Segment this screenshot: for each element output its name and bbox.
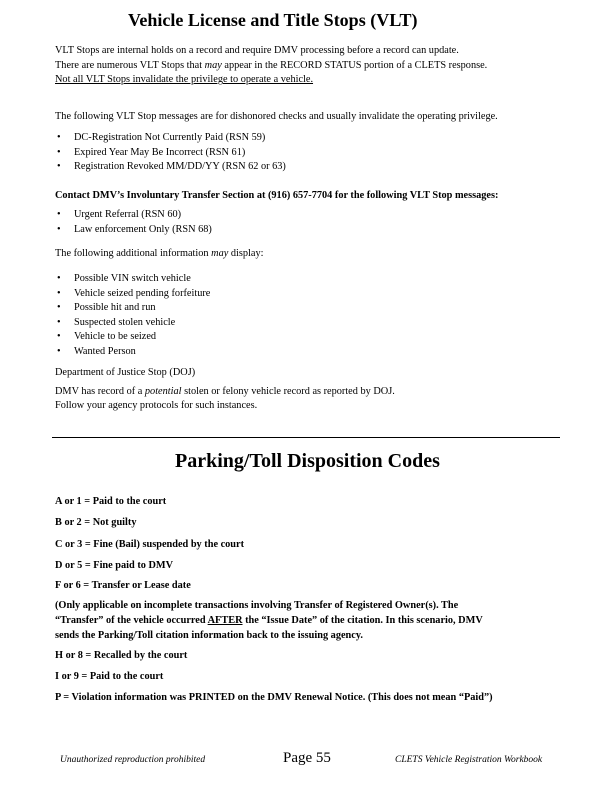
code-row: B or 2 = Not guilty xyxy=(55,517,137,528)
code-row: I or 9 = Paid to the court xyxy=(55,671,164,682)
doj-heading: Department of Justice Stop (DOJ) xyxy=(55,367,196,378)
intro-line-2: There are numerous VLT Stops that may appear in the RECORD STATUS portion of a CLETS response. xyxy=(55,59,488,71)
list-item: • Expired Year May Be Incorrect (RSN 61) xyxy=(57,146,286,161)
code-row: F or 6 = Transfer or Lease date xyxy=(55,580,191,591)
additional-heading: The following additional information may display: xyxy=(55,248,264,259)
footer-workbook-title: CLETS Vehicle Registration Workbook xyxy=(395,755,543,765)
section-divider xyxy=(52,437,560,438)
list-item: • Vehicle to be seized xyxy=(57,330,210,345)
code-row: C or 3 = Fine (Bail) suspended by the court xyxy=(55,539,245,550)
page-number: Page 55 xyxy=(283,750,331,766)
contact-list xyxy=(57,208,212,237)
vlt-intro xyxy=(55,44,487,88)
vlt-title: Vehicle License and Title Stops (VLT) xyxy=(128,10,418,30)
list-item: • Registration Revoked MM/DD/YY (RSN 62 or 63) xyxy=(57,160,286,175)
intro-line-1: VLT Stops are internal holds on a record and require DMV processing before a record can update. xyxy=(55,45,459,56)
contact-heading: Contact DMV’s Involuntary Transfer Section at (916) 657-7704 for the following VLT Stop messages: xyxy=(55,190,499,201)
code-row: D or 5 = Fine paid to DMV xyxy=(55,560,174,571)
intro-line-3: Not all VLT Stops invalidate the privilege to operate a vehicle. xyxy=(55,74,314,86)
code-row: H or 8 = Recalled by the court xyxy=(55,650,188,661)
dishonored-list xyxy=(57,131,286,175)
dishonored-heading: The following VLT Stop messages are for dishonored checks and usually invalidate the operating privilege. xyxy=(55,111,498,122)
list-item: • Vehicle seized pending forfeiture xyxy=(57,287,210,302)
note-line-1: (Only applicable on incomplete transactions involving Transfer of Registered Owner(s). The xyxy=(55,600,459,611)
note-line-2: “Transfer” of the vehicle occurred AFTER the “Issue Date” of the citation. In this scenario, DMV xyxy=(55,615,483,626)
additional-list xyxy=(57,272,210,360)
transfer-note xyxy=(55,598,483,643)
list-item: • Possible hit and run xyxy=(57,301,210,316)
note-line-3: sends the Parking/Toll citation information back to the issuing agency. xyxy=(55,630,363,641)
code-row: A or 1 = Paid to the court xyxy=(55,496,167,507)
list-item: • Possible VIN switch vehicle xyxy=(57,272,210,287)
doj-line-1: DMV has record of a potential stolen or felony vehicle record as reported by DOJ. xyxy=(55,385,395,397)
footer-disclaimer: Unauthorized reproduction prohibited xyxy=(60,755,206,765)
code-row: P = Violation information was PRINTED on the DMV Renewal Notice. (This does not mean “Paid”) xyxy=(55,692,493,703)
parking-title: Parking/Toll Disposition Codes xyxy=(175,450,440,472)
list-item: • Urgent Referral (RSN 60) xyxy=(57,208,212,223)
list-item: • Law enforcement Only (RSN 68) xyxy=(57,223,212,238)
list-item: • Suspected stolen vehicle xyxy=(57,316,210,331)
list-item: • DC-Registration Not Currently Paid (RSN 59) xyxy=(57,131,286,146)
doj-section xyxy=(55,366,395,414)
list-item: • Wanted Person xyxy=(57,345,210,360)
doj-line-2: Follow your agency protocols for such instances. xyxy=(55,400,258,412)
